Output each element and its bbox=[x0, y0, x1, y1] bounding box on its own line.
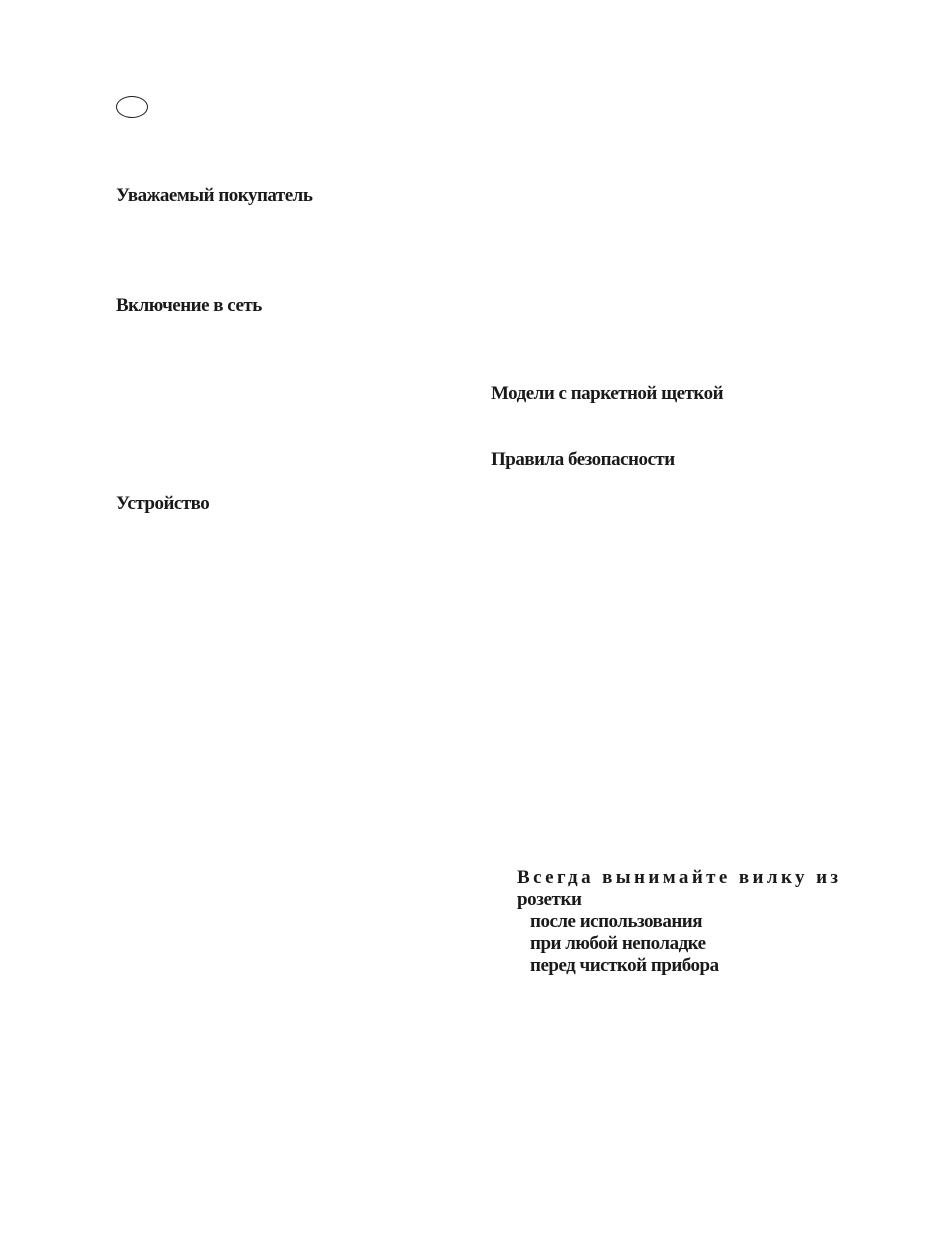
language-oval-badge bbox=[116, 96, 148, 118]
warning-item-after-use: после использования bbox=[530, 911, 702, 932]
heading-power-connection: Включение в сеть bbox=[116, 295, 262, 316]
heading-device: Устройство bbox=[116, 493, 210, 514]
unplug-warning bbox=[517, 867, 842, 977]
warning-line-1: Всегда вынимайте вилку из bbox=[517, 867, 842, 888]
warning-list bbox=[517, 911, 832, 977]
warning-line-2: розетки bbox=[517, 889, 582, 910]
heading-parquet-models: Модели с паркетной щеткой bbox=[491, 383, 724, 404]
heading-dear-customer: Уважаемый покупатель bbox=[116, 185, 313, 206]
heading-safety-rules: Правила безопасности bbox=[491, 449, 675, 470]
warning-item-before-cleaning: перед чисткой прибора bbox=[530, 955, 719, 976]
warning-item-malfunction: при любой неполадке bbox=[530, 933, 706, 954]
